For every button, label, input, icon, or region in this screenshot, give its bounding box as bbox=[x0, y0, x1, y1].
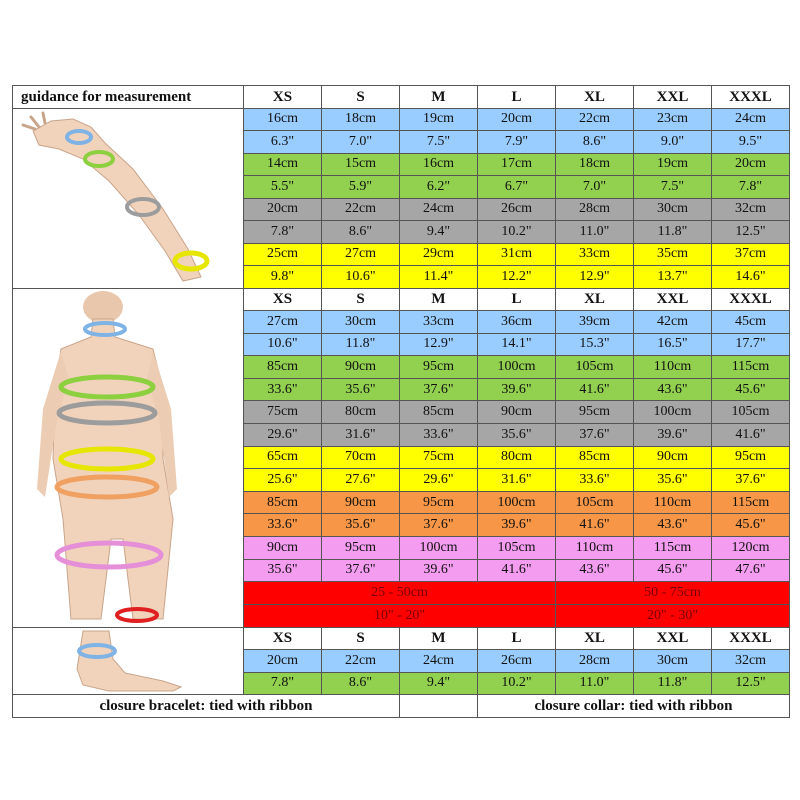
size-value-cell: 37.6" bbox=[712, 469, 790, 492]
size-header-ankle-6: XXXL bbox=[712, 627, 790, 650]
size-header-ankle-3: L bbox=[478, 627, 556, 650]
size-value-cell: 45.6" bbox=[634, 559, 712, 582]
size-value-cell: 90cm bbox=[634, 446, 712, 469]
size-value-cell: 39cm bbox=[556, 311, 634, 334]
size-value-cell: 45cm bbox=[712, 311, 790, 334]
ankle-image-cell bbox=[13, 627, 244, 695]
size-value-cell: 30cm bbox=[634, 650, 712, 673]
size-value-cell: 22cm bbox=[556, 108, 634, 131]
size-value-cell: 33.6" bbox=[244, 514, 322, 537]
size-header-ankle-0: XS bbox=[244, 627, 322, 650]
size-value-cell: 5.9" bbox=[322, 176, 400, 199]
arm-image-cell bbox=[13, 108, 244, 288]
size-value-cell: 41.6" bbox=[556, 514, 634, 537]
size-value-cell: 11.8" bbox=[634, 221, 712, 244]
size-value-cell: 7.8" bbox=[244, 221, 322, 244]
size-value-cell: 18cm bbox=[556, 153, 634, 176]
leg-range-right: 20" - 30" bbox=[556, 604, 790, 627]
size-value-cell: 39.6" bbox=[400, 559, 478, 582]
arm-illustration-icon bbox=[13, 109, 242, 287]
guidance-title: guidance for measurement bbox=[13, 86, 244, 109]
size-value-cell: 33cm bbox=[556, 243, 634, 266]
size-value-cell: 42cm bbox=[634, 311, 712, 334]
size-value-cell: 31cm bbox=[478, 243, 556, 266]
size-value-cell: 10.6" bbox=[322, 266, 400, 289]
size-value-cell: 8.6" bbox=[322, 672, 400, 695]
size-value-cell: 16cm bbox=[244, 108, 322, 131]
size-value-cell: 105cm bbox=[556, 491, 634, 514]
size-header-2: M bbox=[400, 86, 478, 109]
size-value-cell: 37.6" bbox=[556, 424, 634, 447]
size-value-cell: 39.6" bbox=[634, 424, 712, 447]
footer-row bbox=[13, 695, 790, 718]
size-value-cell: 35cm bbox=[634, 243, 712, 266]
size-value-cell: 18cm bbox=[322, 108, 400, 131]
size-value-cell: 8.6" bbox=[322, 221, 400, 244]
size-value-cell: 47.6" bbox=[712, 559, 790, 582]
size-value-cell: 27.6" bbox=[322, 469, 400, 492]
size-value-cell: 15.3" bbox=[556, 333, 634, 356]
size-value-cell: 80cm bbox=[478, 446, 556, 469]
size-value-cell: 12.2" bbox=[478, 266, 556, 289]
size-value-cell: 100cm bbox=[478, 356, 556, 379]
size-value-cell: 29.6" bbox=[400, 469, 478, 492]
size-value-cell: 22cm bbox=[322, 650, 400, 673]
size-value-cell: 115cm bbox=[712, 491, 790, 514]
size-value-cell: 105cm bbox=[478, 537, 556, 560]
size-value-cell: 31.6" bbox=[478, 469, 556, 492]
size-value-cell: 6.7" bbox=[478, 176, 556, 199]
size-value-cell: 23cm bbox=[634, 108, 712, 131]
size-value-cell: 25.6" bbox=[244, 469, 322, 492]
size-value-cell: 35.6" bbox=[634, 469, 712, 492]
size-value-cell: 11.0" bbox=[556, 221, 634, 244]
size-value-cell: 8.6" bbox=[556, 131, 634, 154]
size-value-cell: 7.5" bbox=[634, 176, 712, 199]
size-value-cell: 80cm bbox=[322, 401, 400, 424]
footer-blank-cell bbox=[400, 695, 478, 718]
size-value-cell: 20cm bbox=[478, 108, 556, 131]
size-value-cell: 11.8" bbox=[322, 333, 400, 356]
size-header-6: XXXL bbox=[712, 86, 790, 109]
size-value-cell: 30cm bbox=[322, 311, 400, 334]
size-value-cell: 30cm bbox=[634, 198, 712, 221]
size-value-cell: 70cm bbox=[322, 446, 400, 469]
size-header-body-4: XL bbox=[556, 288, 634, 311]
size-value-cell: 20cm bbox=[244, 198, 322, 221]
size-value-cell: 16.5" bbox=[634, 333, 712, 356]
size-value-cell: 9.4" bbox=[400, 221, 478, 244]
size-value-cell: 13.7" bbox=[634, 266, 712, 289]
size-value-cell: 11.4" bbox=[400, 266, 478, 289]
size-value-cell: 11.8" bbox=[634, 672, 712, 695]
size-value-cell: 32cm bbox=[712, 198, 790, 221]
size-value-cell: 7.8" bbox=[712, 176, 790, 199]
size-value-cell: 25cm bbox=[244, 243, 322, 266]
size-value-cell: 95cm bbox=[400, 491, 478, 514]
size-value-cell: 95cm bbox=[322, 537, 400, 560]
leg-range-left: 25 - 50cm bbox=[244, 582, 556, 605]
arm-row bbox=[13, 108, 790, 131]
size-value-cell: 29cm bbox=[400, 243, 478, 266]
size-value-cell: 7.5" bbox=[400, 131, 478, 154]
size-value-cell: 85cm bbox=[244, 491, 322, 514]
size-value-cell: 35.6" bbox=[244, 559, 322, 582]
size-value-cell: 12.9" bbox=[556, 266, 634, 289]
size-value-cell: 85cm bbox=[244, 356, 322, 379]
size-value-cell: 105cm bbox=[556, 356, 634, 379]
bracelet-closure-note: closure bracelet: tied with ribbon bbox=[13, 695, 400, 718]
size-header-ankle-5: XXL bbox=[634, 627, 712, 650]
size-value-cell: 12.9" bbox=[400, 333, 478, 356]
size-value-cell: 120cm bbox=[712, 537, 790, 560]
size-value-cell: 14cm bbox=[244, 153, 322, 176]
size-header-body-2: M bbox=[400, 288, 478, 311]
size-value-cell: 26cm bbox=[478, 198, 556, 221]
body-illustration-icon bbox=[13, 289, 242, 627]
size-value-cell: 19cm bbox=[634, 153, 712, 176]
size-value-cell: 41.6" bbox=[478, 559, 556, 582]
size-value-cell: 85cm bbox=[556, 446, 634, 469]
collar-closure-note: closure collar: tied with ribbon bbox=[478, 695, 790, 718]
size-value-cell: 7.8" bbox=[244, 672, 322, 695]
size-value-cell: 9.0" bbox=[634, 131, 712, 154]
size-value-cell: 90cm bbox=[322, 491, 400, 514]
size-chart-body bbox=[13, 86, 790, 718]
leg-range-left: 10" - 20" bbox=[244, 604, 556, 627]
size-value-cell: 75cm bbox=[244, 401, 322, 424]
size-value-cell: 5.5" bbox=[244, 176, 322, 199]
size-header-body-6: XXXL bbox=[712, 288, 790, 311]
size-value-cell: 17.7" bbox=[712, 333, 790, 356]
size-value-cell: 33.6" bbox=[244, 378, 322, 401]
size-value-cell: 100cm bbox=[478, 491, 556, 514]
size-value-cell: 14.1" bbox=[478, 333, 556, 356]
size-header-4: XL bbox=[556, 86, 634, 109]
size-value-cell: 9.4" bbox=[400, 672, 478, 695]
size-value-cell: 32cm bbox=[712, 650, 790, 673]
size-value-cell: 9.8" bbox=[244, 266, 322, 289]
size-value-cell: 26cm bbox=[478, 650, 556, 673]
size-value-cell: 37.6" bbox=[400, 378, 478, 401]
size-value-cell: 85cm bbox=[400, 401, 478, 424]
size-header-body-1: S bbox=[322, 288, 400, 311]
size-value-cell: 24cm bbox=[400, 198, 478, 221]
size-header-body-5: XXL bbox=[634, 288, 712, 311]
size-value-cell: 35.6" bbox=[322, 378, 400, 401]
size-value-cell: 35.6" bbox=[478, 424, 556, 447]
size-value-cell: 7.0" bbox=[322, 131, 400, 154]
size-value-cell: 33.6" bbox=[556, 469, 634, 492]
size-value-cell: 65cm bbox=[244, 446, 322, 469]
size-value-cell: 10.2" bbox=[478, 672, 556, 695]
size-value-cell: 31.6" bbox=[322, 424, 400, 447]
size-value-cell: 95cm bbox=[712, 446, 790, 469]
size-value-cell: 39.6" bbox=[478, 514, 556, 537]
ankle-illustration-icon bbox=[13, 629, 242, 693]
size-value-cell: 20cm bbox=[244, 650, 322, 673]
size-value-cell: 37.6" bbox=[400, 514, 478, 537]
size-value-cell: 6.2" bbox=[400, 176, 478, 199]
size-value-cell: 43.6" bbox=[556, 559, 634, 582]
size-value-cell: 110cm bbox=[556, 537, 634, 560]
size-value-cell: 75cm bbox=[400, 446, 478, 469]
size-value-cell: 110cm bbox=[634, 356, 712, 379]
size-value-cell: 6.3" bbox=[244, 131, 322, 154]
leg-range-right: 50 - 75cm bbox=[556, 582, 790, 605]
body-image-cell bbox=[13, 288, 244, 627]
size-header-ankle-4: XL bbox=[556, 627, 634, 650]
size-value-cell: 24cm bbox=[400, 650, 478, 673]
size-value-cell: 7.9" bbox=[478, 131, 556, 154]
size-value-cell: 12.5" bbox=[712, 672, 790, 695]
size-value-cell: 110cm bbox=[634, 491, 712, 514]
size-value-cell: 90cm bbox=[322, 356, 400, 379]
size-value-cell: 37.6" bbox=[322, 559, 400, 582]
size-value-cell: 115cm bbox=[634, 537, 712, 560]
size-value-cell: 19cm bbox=[400, 108, 478, 131]
size-value-cell: 29.6" bbox=[244, 424, 322, 447]
size-value-cell: 95cm bbox=[400, 356, 478, 379]
size-value-cell: 45.6" bbox=[712, 378, 790, 401]
size-chart-table bbox=[12, 85, 790, 718]
size-value-cell: 35.6" bbox=[322, 514, 400, 537]
size-value-cell: 27cm bbox=[244, 311, 322, 334]
size-value-cell: 20cm bbox=[712, 153, 790, 176]
size-value-cell: 22cm bbox=[322, 198, 400, 221]
size-value-cell: 28cm bbox=[556, 198, 634, 221]
size-value-cell: 24cm bbox=[712, 108, 790, 131]
size-value-cell: 10.2" bbox=[478, 221, 556, 244]
size-header-5: XXL bbox=[634, 86, 712, 109]
size-value-cell: 7.0" bbox=[556, 176, 634, 199]
size-value-cell: 10.6" bbox=[244, 333, 322, 356]
size-header-ankle-2: M bbox=[400, 627, 478, 650]
size-value-cell: 17cm bbox=[478, 153, 556, 176]
size-value-cell: 41.6" bbox=[556, 378, 634, 401]
size-value-cell: 41.6" bbox=[712, 424, 790, 447]
body-size-header-row bbox=[13, 288, 790, 311]
header-row bbox=[13, 86, 790, 109]
size-value-cell: 9.5" bbox=[712, 131, 790, 154]
ankle-size-header-row bbox=[13, 627, 790, 650]
size-value-cell: 105cm bbox=[712, 401, 790, 424]
size-header-1: S bbox=[322, 86, 400, 109]
size-value-cell: 27cm bbox=[322, 243, 400, 266]
size-value-cell: 33.6" bbox=[400, 424, 478, 447]
size-value-cell: 100cm bbox=[400, 537, 478, 560]
size-value-cell: 16cm bbox=[400, 153, 478, 176]
size-header-0: XS bbox=[244, 86, 322, 109]
size-value-cell: 39.6" bbox=[478, 378, 556, 401]
size-value-cell: 33cm bbox=[400, 311, 478, 334]
size-header-ankle-1: S bbox=[322, 627, 400, 650]
size-value-cell: 43.6" bbox=[634, 378, 712, 401]
size-value-cell: 28cm bbox=[556, 650, 634, 673]
size-value-cell: 36cm bbox=[478, 311, 556, 334]
size-value-cell: 11.0" bbox=[556, 672, 634, 695]
size-value-cell: 45.6" bbox=[712, 514, 790, 537]
size-header-body-0: XS bbox=[244, 288, 322, 311]
size-value-cell: 37cm bbox=[712, 243, 790, 266]
size-value-cell: 90cm bbox=[478, 401, 556, 424]
size-value-cell: 15cm bbox=[322, 153, 400, 176]
size-value-cell: 95cm bbox=[556, 401, 634, 424]
size-value-cell: 14.6" bbox=[712, 266, 790, 289]
size-value-cell: 90cm bbox=[244, 537, 322, 560]
size-value-cell: 115cm bbox=[712, 356, 790, 379]
size-value-cell: 12.5" bbox=[712, 221, 790, 244]
size-header-3: L bbox=[478, 86, 556, 109]
size-value-cell: 43.6" bbox=[634, 514, 712, 537]
size-value-cell: 100cm bbox=[634, 401, 712, 424]
size-header-body-3: L bbox=[478, 288, 556, 311]
